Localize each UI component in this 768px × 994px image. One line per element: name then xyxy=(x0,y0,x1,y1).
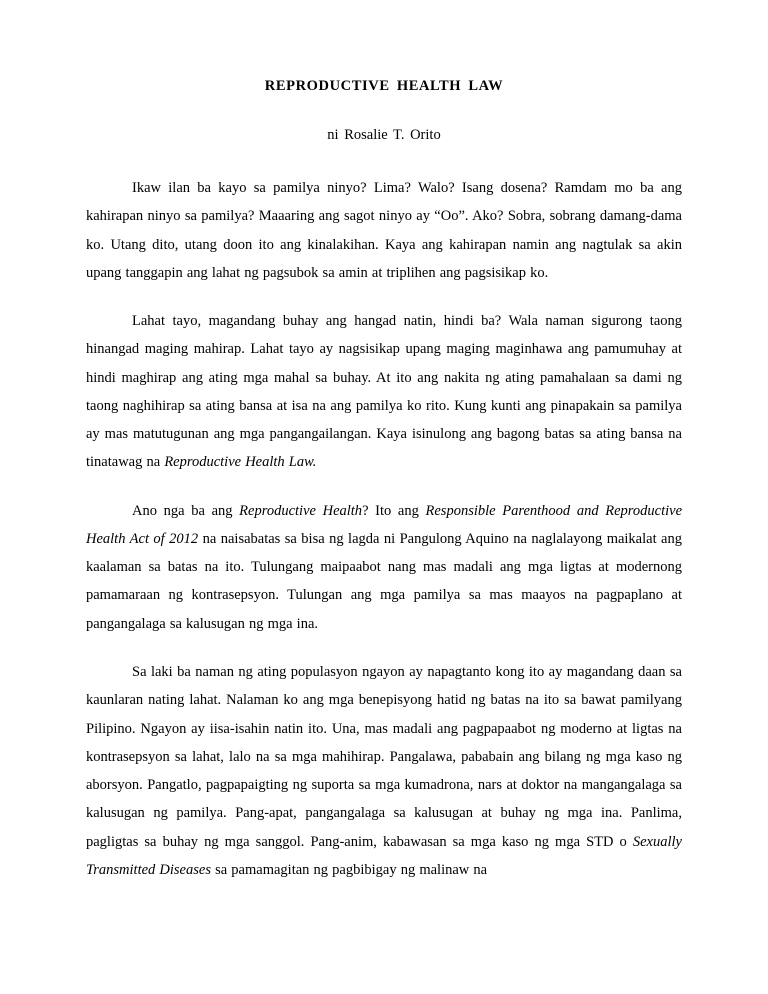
author-byline: ni Rosalie T. Orito xyxy=(327,127,441,143)
italic-text: Reproductive Health xyxy=(239,502,363,519)
document-body xyxy=(86,174,682,884)
text-run: Sa laki ba naman ng ating populasyon ngayon ay napagtanto kong ito ay magandang daan sa kaunlaran nating lahat. Nalaman ko ang mga benepisyong hatid ng batas na ito sa bawat pamilyang Pilipino. Ngayon ay iisa-isahin natin ito. Una, mas madali ang pagpapaabot ng moderno at ligtas na kontrasepsyon sa lahat, lalo na sa mga mahihirap. Pangalawa, pababain ang bilang ng mga kaso ng aborsyon. Pangatlo, pagpapaigting ng suporta sa mga kumadrona, nars at doktor na mangangalaga sa kalusugan ng pamilya. Pang-apat, pangangalaga sa kalusugan at buhay ng mga ina. Panlima, pagligtas sa buhay ng mga sanggol. Pang-anim, kabawasan sa mga kaso ng mga STD o xyxy=(86,663,682,850)
italic-text: Responsible Parenthood and Reproductive Health Act of 2012 xyxy=(86,502,682,547)
text-run: Lahat tayo, magandang buhay ang hangad natin, hindi ba? Wala naman sigurong taong hinangad maging mahirap. Lahat tayo ay nagsisikap upang maging maginhawa ang pamumuhay at hindi maghirap ang ating mga mahal sa buhay. At ito ang nakita ng ating pamahalaan sa dami ng taong naghihirap sa ating bansa at isa na ang pamilya ko rito. Kung kunti ang pinapakain sa pamilya ay mas matutugunan ang mga pangangailangan. Kaya isinulong ang bagong batas sa ating bansa na tinatawag na xyxy=(86,313,682,471)
page-title: REPRODUCTIVE HEALTH LAW xyxy=(264,78,504,94)
paragraph-p1 xyxy=(86,174,682,287)
paragraph-p3 xyxy=(86,497,682,638)
text-run: Ano nga ba ang xyxy=(132,502,240,519)
paragraph-p2 xyxy=(86,307,682,477)
text-run: ? Ito ang xyxy=(362,502,426,519)
paragraph-p4 xyxy=(86,658,682,884)
text-run: na naisabatas sa bisa ng lagda ni Pangulong Aquino na naglalayong maikalat ang kaalaman sa batas na ito. Tulungang maipaabot nang mas madali ang mga ligtas at modernong pamamaraan ng kontrasepsyon. Tulungan ang mga pamilya sa mas maayos na pagpaplano at pangangalaga sa kalusugan ng mga ina. xyxy=(86,530,682,632)
text-run: Ikaw ilan ba kayo sa pamilya ninyo? Lima? Walo? Isang dosena? Ramdam mo ba ang kahirapan ninyo sa pamilya? Maaaring ang sagot ninyo ay “Oo”. Ako? Sobra, sobrang damang-dama ko. Utang dito, utang doon ito ang kinalakihan. Kaya ang kahirapan namin ang nagtulak sa akin upang tanggapin ang lahat ng pagsubok sa amin at triplihen ang pagsisikap ko. xyxy=(86,180,682,281)
italic-text: Sexually Transmitted Diseases xyxy=(86,833,682,878)
italic-text: Reproductive Health Law. xyxy=(164,454,317,471)
text-run: sa pamamagitan ng pagbibigay ng malinaw na xyxy=(210,861,488,878)
